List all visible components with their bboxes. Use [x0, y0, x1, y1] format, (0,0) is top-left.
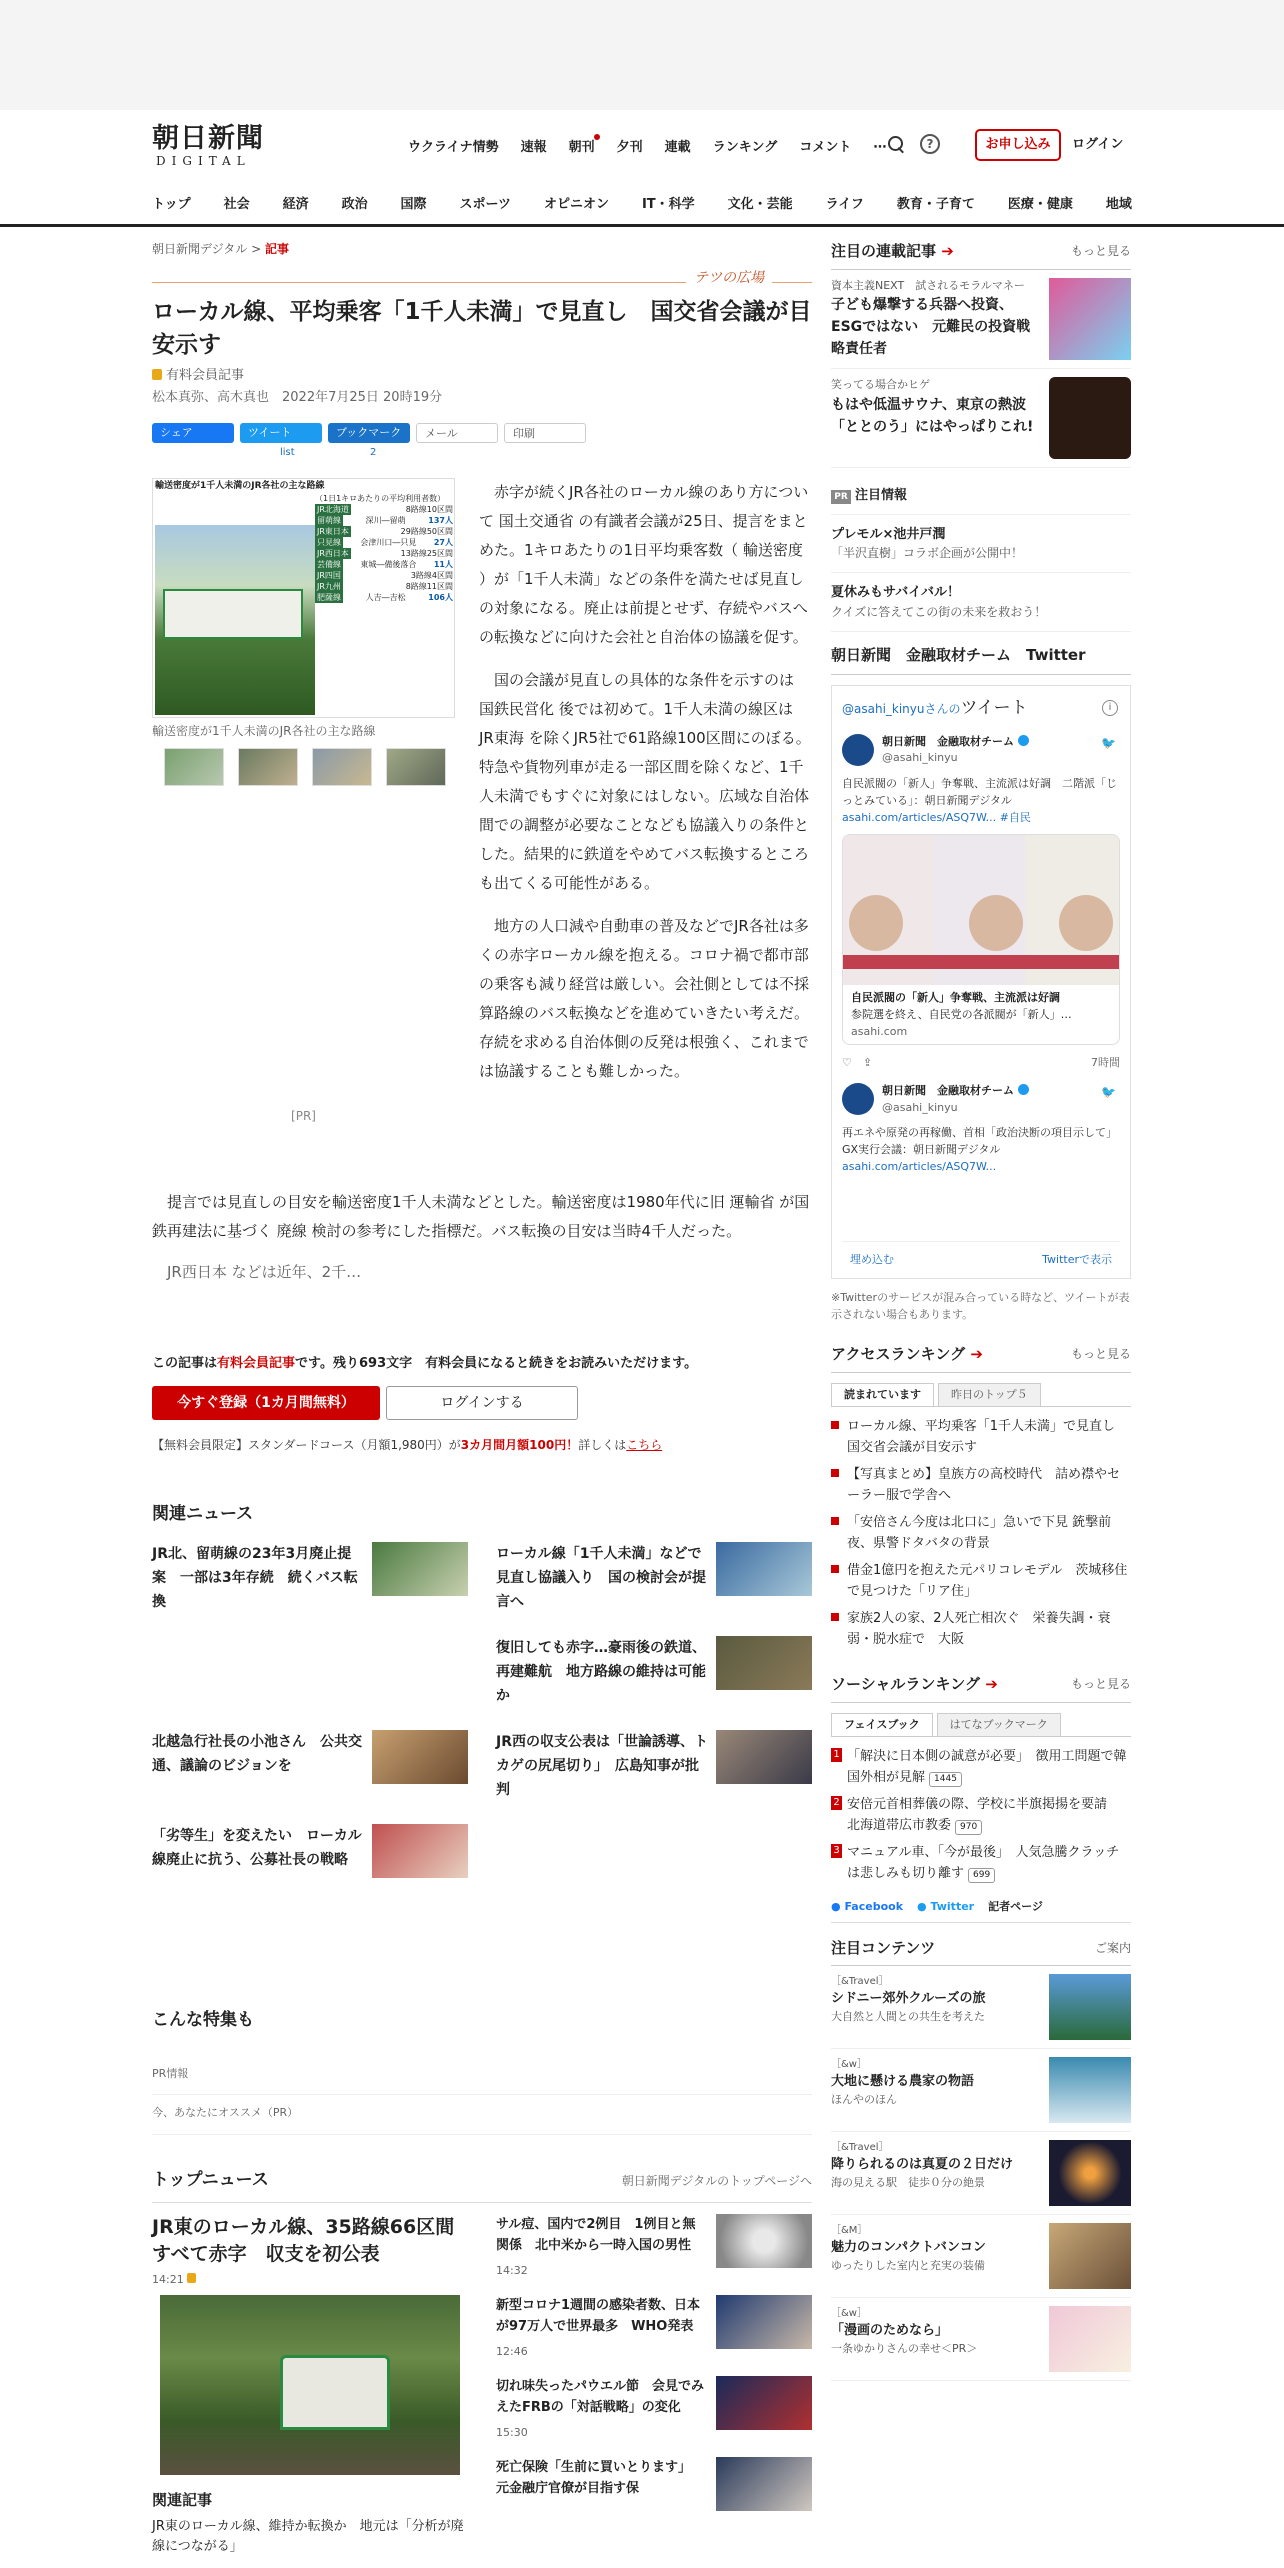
news-thumbnail [716, 2457, 812, 2511]
series-tag [152, 268, 812, 292]
tweet-count[interactable]: list [280, 447, 295, 458]
access-ranking-list [831, 1413, 1131, 1653]
figure-caption: 輸送密度が1千人未満のJR各社の主な路線 [152, 724, 376, 738]
member-link[interactable]: 有料会員記事 [217, 1356, 296, 1371]
mail-button[interactable]: メール [416, 423, 498, 443]
related-news-grid [152, 1542, 812, 1886]
article-body-column [479, 478, 812, 1100]
news-item[interactable]: 新型コロナ1週間の感染者数、日本が97万人で世界最多 WHO発表 12:46 [496, 2295, 812, 2362]
train-shape [163, 589, 303, 639]
category-opinion[interactable]: オピニオン [543, 197, 609, 212]
lead-time: 14:21 [152, 2272, 472, 2289]
login-button[interactable]: ログインする [386, 1386, 578, 1420]
lead-headline[interactable]: JR東のローカル線、35路線66区間すべて赤字 収支を初公表 [152, 2216, 455, 2265]
related-thumbnail [372, 1730, 468, 1784]
view-on-twitter-link[interactable]: Twitterで表示 [1042, 1252, 1112, 1266]
campaign-link[interactable]: こちら [626, 1437, 663, 1452]
breadcrumb-root[interactable]: 朝日新聞デジタル [152, 242, 248, 256]
top-news-header [152, 2168, 812, 2203]
subscribe-button[interactable]: お申し込み [975, 129, 1061, 161]
special-features [152, 2008, 812, 2135]
tweet-button[interactable]: ツイート [240, 423, 322, 443]
article-figure[interactable] [152, 478, 455, 748]
category-it-science[interactable]: IT・科学 [641, 197, 695, 212]
site-header [0, 110, 1284, 185]
related-article-link[interactable]: JR東のローカル線、維持か転換か 地元は「分析が廃線につながる」 [152, 2519, 464, 2554]
category-education[interactable]: 教育・子育て [896, 197, 975, 212]
print-button[interactable]: 印刷 [504, 423, 586, 443]
related-thumbnail [372, 1824, 468, 1878]
content-thumbnail [1049, 2223, 1131, 2289]
news-item[interactable]: サル痘、国内で2例目 1例目と無関係 北中米から一時入国の男性 14:32 [496, 2214, 812, 2281]
related-item[interactable]: ローカル線「1千人未満」などで見直し協議入り 国の検討会が提言へ [496, 1542, 812, 1614]
avatar[interactable] [842, 734, 874, 766]
access-ranking: アクセスランキング ➔ もっと見る 読まれています 昨日のトップ５ ローカル線、平均乗客「1千人未満」で見直し 国交省会議が目安示す 【写真まとめ】皇族方の高校時代 詰め襟やセーラー服で学舎へ 「安倍さん今度は北口に」急いで下見 銃撃前夜、県警ドタバタの背景 借金1億円を抱えた元パリコレモデル 茨城移住で見つけた「リア住」 家族2人の家、2人死亡相次ぐ 栄養失調・衰弱・脱水症で 大阪 [831, 1343, 1131, 1653]
search-icon[interactable] [886, 134, 906, 154]
tweet-card[interactable]: 自民派閥の「新人」争奪戦、主流派は好調 参院選を終え、自民党の各派閥が「新人」… asahi.com [842, 834, 1120, 1045]
figure-table: （1日1キロあたりの平均利用者数） JR北海道 8路線10区間 留萌線 深川―留萌 137人 JR東日本 29路線50区間 只見線 会津川口―只見 27人 JR西日本 13路線25区間 芸備線 東城―備後落合 11人 JR四国 3路線4区間 JR九州 8路線11区間 肥薩線 人吉―吉松 106人 [315, 494, 453, 602]
article-paragraph: 赤字が続くJR各社のローカル線のあり方について 国土交通省 の有識者会議が25日、提言をまとめた。1キロあたりの1日平均乗客数（ 輸送密度 ）が「1千人未満」などの条件を満たせば見直しの対象になる。廃止は前提とせず、存続やバスへの転換などに向けた会社と自治体の協議を促す。 [479, 483, 809, 646]
notice-item[interactable]: 夏休みもサバイバル！ クイズに答えてこの街の未来を救おう！ [831, 573, 1131, 632]
series-banner [1049, 377, 1131, 459]
main-column [152, 240, 812, 2554]
social-tabs [831, 1713, 1131, 1738]
content-item[interactable]: ［&M］ 魅力のコンパクトバンコン ゆったりした室内と充実の装備 [831, 2215, 1131, 2298]
share-count-badge: 699 [968, 1868, 995, 1883]
related-news-title: 関連ニュース [152, 1504, 254, 1524]
related-news [152, 1502, 812, 1886]
social-footer [831, 1899, 1131, 1923]
related-item[interactable]: JR西の収支公表は「世論誘導、トカゲの尻尾切り」 広島知事が批判 [496, 1730, 812, 1802]
related-articles-title: 関連記事 [152, 2490, 213, 2509]
article-paragraph: 国の会議が見直しの具体的な条件を示すのは 国鉄民営化 後では初めて。1千人未満の線区は JR東海 を除くJR5社で61路線100区間にのぼる。特急や貨物列車が走る一部区間を除くなど、1千人未満でもすぐに対象にはしない。広域な自治体間での調整が必要なことなども協議入りの条件とした。結果的に鉄道をやめてバス転換するところも出てくる可能性がある。 [479, 671, 811, 892]
social-item[interactable]: 2 安倍元首相葬儀の際、学校に半旗掲揚を要請 北海道帯広市教委 970 [831, 1791, 1131, 1839]
share-bar [152, 423, 812, 445]
breadcrumb-current[interactable]: 記事 [265, 242, 290, 256]
news-thumbnail [716, 2295, 812, 2349]
share-counts [152, 445, 812, 459]
featured-contents: 注目コンテンツ ご案内 ［&Travel］ シドニー郊外クルーズの旅 大自然と人間との共生を考えた ［&w］ 大地に懸ける農家の物語 ほんやのほん ［&Travel］ 降りられるのは真夏の２日だけ 海の見える駅 徒歩０分の絶景 ［&M］ 魅力のコンパクトバンコン ゆったりした室内と充実の装備 ［&w］ 「漫画のためなら」 一条ゆかりさんの幸せ＜PR＞ [831, 1937, 1131, 2382]
related-item[interactable]: JR北、留萌線の23年3月廃止提案 一部は3年存続 続くバス転換 [152, 1542, 468, 1614]
special-features-title: こんな特集も [152, 2010, 254, 2030]
news-thumbnail [716, 2376, 812, 2430]
category-international[interactable]: 国際 [400, 197, 427, 212]
twitter-bird-icon[interactable]: 🐦 [1101, 1085, 1116, 1099]
breadcrumb: 朝日新聞デジタル > 記事 [152, 242, 290, 256]
nav-morning[interactable]: 朝刊 [569, 138, 595, 158]
related-item[interactable]: 「劣等生」を変えたい ローカル線廃止に抗う、公募社長の戦略 [152, 1824, 468, 1886]
tweet-card-image [843, 835, 1119, 985]
category-culture[interactable]: 文化・芸能 [727, 197, 793, 212]
notice: PR 注目情報 プレモル×池井戸潤 「半沢直樹」コラボ企画が公開中！ 夏休みもサバイバル！ クイズに答えてこの街の未来を救おう！ [831, 486, 1131, 632]
notice-item[interactable]: プレモル×池井戸潤 「半沢直樹」コラボ企画が公開中！ [831, 515, 1131, 574]
arrow-right-icon: ➔ [985, 1675, 998, 1693]
related-thumbnail [716, 1636, 812, 1690]
news-item[interactable]: 切れ味失ったパウエル節 会見でみえたFRBの「対話戦略」の変化 15:30 [496, 2376, 812, 2443]
like-icon[interactable]: ♡ ⇪ [842, 1055, 873, 1069]
ranking-item[interactable]: 家族2人の家、2人死亡相次ぐ 栄養失調・衰弱・脱水症で 大阪 [831, 1605, 1131, 1653]
social-more-link[interactable]: もっと見る [1070, 1677, 1131, 1692]
twitter-link[interactable]: ● Twitter [917, 1900, 975, 1913]
bookmark-button[interactable]: ブックマーク [328, 423, 410, 443]
tweet-link[interactable]: asahi.com/articles/ASQ7W... #自民 [842, 810, 1031, 824]
top-news-list [496, 2214, 812, 2525]
arrow-right-icon: ➔ [970, 1345, 983, 1363]
related-item[interactable]: 北越急行社長の小池さん 公共交通、議論のビジョンを [152, 1730, 468, 1802]
content-thumbnail [1049, 1974, 1131, 2040]
paywall-message: この記事は有料会員記事です。残り693文字 有料会員になると続きをお読みいただけます。 [152, 1356, 698, 1371]
tweet: 朝日新聞 金融取材チーム @asahi_kinyu 🐦 [842, 734, 1120, 767]
verified-icon [1018, 1084, 1029, 1095]
nav-series[interactable]: 連載 [664, 140, 691, 155]
bookmark-count[interactable]: 2 [370, 447, 377, 458]
thumbnail[interactable] [386, 748, 446, 786]
tweet-link[interactable]: asahi.com/articles/ASQ7W... [842, 1160, 997, 1173]
social-item[interactable]: 3 マニュアル車、「今が最後」 人気急騰クラッチは悲しみも切り離す 699 [831, 1839, 1131, 1887]
contents-guide-link[interactable]: ご案内 [1094, 1940, 1131, 1955]
tab-hatena[interactable]: はてなブックマーク [937, 1713, 1061, 1737]
twitter-widget [831, 644, 1131, 1324]
top-page-link[interactable]: 朝日新聞デジタルのトップページへ [621, 2174, 812, 2188]
tab-most-read[interactable]: 読まれています [831, 1383, 934, 1407]
paywall-buttons [152, 1386, 812, 1420]
content-item[interactable]: ［&w］ 「漫画のためなら」 一条ゆかりさんの幸せ＜PR＞ [831, 2298, 1131, 2381]
help-icon[interactable]: ? [920, 134, 940, 154]
lock-icon [187, 2273, 196, 2283]
facebook-share-button[interactable]: シェア [152, 423, 234, 443]
member-badge: 有料会員記事 [152, 366, 812, 386]
twitter-widget-title: 朝日新聞 金融取材チーム Twitter [831, 644, 1131, 676]
tab-yesterday-top5[interactable]: 昨日のトップ５ [938, 1383, 1041, 1407]
category-health[interactable]: 医療・健康 [1007, 197, 1073, 212]
related-thumbnail [372, 1542, 468, 1596]
category-top[interactable]: トップ [152, 197, 191, 212]
pr-icon: PR [831, 490, 851, 504]
article-paragraph: 地方の人口減や自動車の普及などでJR各社は多くの赤字ローカル線を抱える。コロナ禍で都市部の乗客も減り経営は厳しい。会社側としては不採算路線のバス転換などを進めていきたい考えだ。存続を求める自治体側の反発は根強く、これまでは協議することも難しかった。 [479, 917, 810, 1080]
header-icons [886, 134, 940, 154]
tab-facebook[interactable]: フェイスブック [831, 1713, 933, 1737]
related-item[interactable]: 復旧しても赤字…豪雨後の鉄道、再建難航 地方路線の維持は可能か [496, 1636, 812, 1708]
share-count-badge: 970 [955, 1820, 982, 1835]
pr-label: [PR] [291, 1109, 316, 1123]
twitter-handle-link[interactable]: @asahi_kinyu [842, 702, 925, 716]
featured-series: 注目の連載記事 ➔ もっと見る 資本主義NEXT 試されるモラルマネー 子ども爆撃する兵器へ投資、ESGではない 元難民の投資戦略責任者 笑ってる場合かヒゲ もはや低温サウナ、東京の熱波 「ととのう」にはやっぱりこれ! [831, 240, 1131, 468]
top-news-title: トップニュース [152, 2170, 269, 2190]
embed-link[interactable]: 埋め込む [850, 1252, 894, 1266]
ranking-item[interactable]: ローカル線、平均乗客「1千人未満」で見直し 国交省会議が目安示す [831, 1413, 1131, 1461]
new-dot-icon [594, 134, 600, 140]
nav-ukraine[interactable]: ウクライナ情勢 [408, 140, 499, 155]
article-title: ローカル線、平均乗客「1千人未満」で見直し 国交省会議が目安示す [152, 299, 812, 358]
ranking-item[interactable]: 借金1億円を抱えた元パリコレモデル 茨城移住で見つけた「リア住」 [831, 1557, 1131, 1605]
verified-icon [1018, 735, 1029, 746]
avatar[interactable] [842, 1083, 874, 1115]
top-news-lead[interactable] [152, 2214, 472, 2557]
lead-photo[interactable] [160, 2295, 460, 2475]
facebook-link[interactable]: ● Facebook [831, 1900, 904, 1913]
paywall [152, 1354, 812, 1454]
series-tag-label[interactable]: テツの広場 [686, 268, 772, 289]
sidebar [831, 240, 1131, 2381]
thumbnail[interactable] [312, 748, 372, 786]
series-item[interactable]: 笑ってる場合かヒゲ もはや低温サウナ、東京の熱波 「ととのう」にはやっぱりこれ! [831, 369, 1131, 468]
more-menu-icon[interactable]: ⋯ [873, 140, 887, 155]
recommend-pr: 今、あなたにオススメ（PR） [152, 2105, 812, 2135]
top-news [152, 2168, 812, 2554]
twitter-bird-icon[interactable]: 🐦 [1101, 735, 1116, 750]
category-sports[interactable]: スポーツ [459, 197, 512, 212]
content-item[interactable]: ［&Travel］ シドニー郊外クルーズの旅 大自然と人間との共生を考えた [831, 1966, 1131, 2049]
article-paragraph-truncated: JR西日本 などは近年、2千… [167, 1263, 362, 1281]
content-thumbnail [1049, 2057, 1131, 2123]
figure-image[interactable] [152, 478, 455, 718]
series-more-link[interactable]: もっと見る [1070, 244, 1131, 259]
category-region[interactable]: 地域 [1105, 197, 1132, 212]
figure-thumbnails [152, 748, 455, 786]
lock-icon [152, 369, 162, 380]
nav-comment[interactable]: コメント [799, 140, 852, 155]
header-nav [408, 138, 886, 158]
top-ad-band [0, 0, 1284, 110]
figure-title: 輸送密度が1千人未満のJR各社の主な路線 [155, 481, 325, 491]
category-society[interactable]: 社会 [223, 197, 250, 212]
series-banner [1049, 278, 1131, 360]
register-button[interactable]: 今すぐ登録（1カ月間無料） [152, 1386, 380, 1420]
twitter-note: ※Twitterのサービスが混み合っている時など、ツイートが表示されない場合もあります。 [831, 1291, 1130, 1321]
share-count-badge: 1445 [929, 1772, 962, 1787]
content-thumbnail [1049, 2306, 1131, 2372]
news-item[interactable]: 死亡保険「生前に買いとります」 元金融庁官僚が目指す保 [496, 2457, 812, 2511]
content-item[interactable]: ［&Travel］ 降りられるのは真夏の２日だけ 海の見える駅 徒歩０分の絶景 [831, 2132, 1131, 2215]
arrow-right-icon: ➔ [941, 242, 954, 260]
content-thumbnail [1049, 2140, 1131, 2206]
content-item[interactable]: ［&w］ 大地に懸ける農家の物語 ほんやのほん [831, 2049, 1131, 2132]
site-logo[interactable]: 朝日新聞 DIGITAL [152, 123, 264, 168]
reporter-page-link[interactable]: 記者ページ [988, 1900, 1043, 1913]
login-link[interactable]: ログイン [1072, 137, 1124, 152]
category-economy[interactable]: 経済 [282, 197, 309, 212]
category-politics[interactable]: 政治 [341, 197, 368, 212]
news-thumbnail [716, 2214, 812, 2268]
social-ranking: ソーシャルランキング ➔ もっと見る フェイスブック はてなブックマーク 1 「解決に日本側の誠意が必要」 徴用工問題で韓国外相が見解 1445 2 安倍元首相葬儀の際、学校に半旗掲揚を要請 北海道帯広市教委 970 3 マニュアル車、「今が最後」 人気急騰クラッチは悲しみも切り離す 699 ● Facebook ● Twitter 記者ページ [831, 1673, 1131, 1923]
category-life[interactable]: ライフ [825, 197, 864, 212]
nav-breaking[interactable]: 速報 [520, 140, 547, 155]
thumbnail[interactable] [164, 748, 224, 786]
ranking-item[interactable]: 「安倍さん今度は北口に」急いで下見 銃撃前夜、県警ドタバタの背景 [831, 1509, 1131, 1557]
social-item[interactable]: 1 「解決に日本側の誠意が必要」 徴用工問題で韓国外相が見解 1445 [831, 1743, 1131, 1791]
series-item[interactable]: 資本主義NEXT 試されるモラルマネー 子ども爆撃する兵器へ投資、ESGではない 元難民の投資戦略責任者 [831, 270, 1131, 370]
info-icon[interactable]: i [1102, 700, 1118, 716]
social-ranking-list [831, 1743, 1131, 1887]
twitter-timeline: @asahi_kinyuさんのツイート i 朝日新聞 金融取材チーム @asahi_kinyu 🐦 自民派閥の「新人」争奪戦、主流派は好調 二階派「じっとみている」：朝日新聞デジタル asahi.com/articles/ASQ7W... #自民 自民派閥の「新人」争奪戦、主流派は好調 参院選を終え、自民党の各派閥が「新人」… asahi.com ♡ ⇪ 7時間 朝日新聞 金融取材チーム @asahi_kinyu 🐦 再エネや原発の再稼働、首相「政治決断の項目示して」 GX実行会議：朝日新聞デジタル asahi.com/articles/ASQ7W... 埋め込む Twitterで表示 [831, 685, 1131, 1279]
ranking-tabs [831, 1383, 1131, 1408]
tweet: 朝日新聞 金融取材チーム @asahi_kinyu 🐦 [842, 1083, 1120, 1116]
article-paragraph: 提言では見直しの目安を輸送密度1千人未満などとした。輸送密度は1980年代に旧 運輸省 が国鉄再建法に基づく 廃線 検討の参考にした指標だ。バス転換の目安は当時4千人だった。 [152, 1193, 810, 1240]
campaign-note: 【無料会員限定】スタンダードコース（月額1,980円）が3カ月間月額100円！詳しくはこちら [152, 1437, 663, 1452]
related-thumbnail [716, 1730, 812, 1784]
related-thumbnail [716, 1542, 812, 1596]
nav-ranking[interactable]: ランキング [712, 140, 778, 155]
access-more-link[interactable]: もっと見る [1070, 1347, 1131, 1362]
article-body-full [152, 1188, 812, 1287]
nav-evening[interactable]: 夕刊 [616, 140, 643, 155]
thumbnail[interactable] [238, 748, 298, 786]
category-nav [0, 185, 1284, 227]
pr-info: PR情報 [152, 2066, 812, 2096]
ranking-item[interactable]: 【写真まとめ】皇族方の高校時代 詰め襟やセーラー服で学舎へ [831, 1461, 1131, 1509]
byline: 松本真弥、高木真也 2022年7月25日 20時19分 [152, 389, 443, 405]
